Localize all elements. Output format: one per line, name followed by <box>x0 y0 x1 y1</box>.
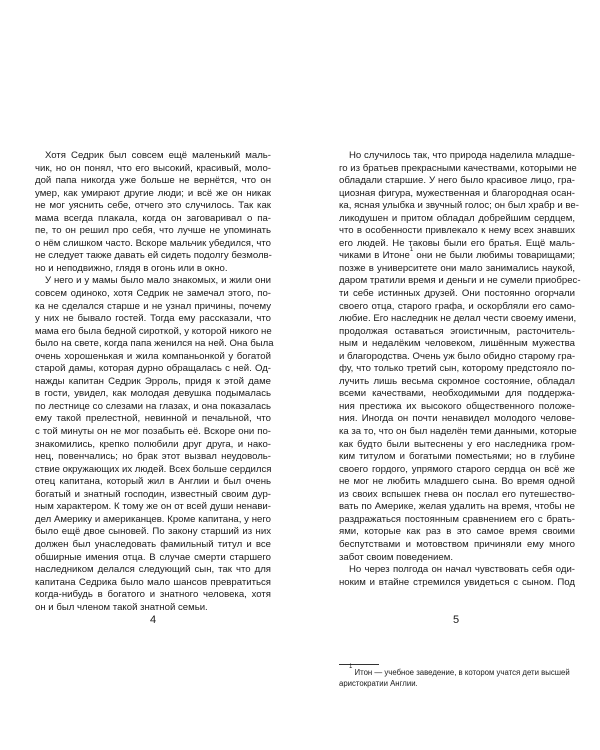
text-line: мама его была бедной сироткой, у которой никого не <box>35 325 272 337</box>
text-line: но и неподвижно, глядя в огонь или в окно. <box>35 262 228 274</box>
text-line: даром тратили время и деньги и не сумели приобрес- <box>339 275 581 287</box>
page-number-right: 5 <box>452 614 460 626</box>
text-line: У него и у мамы было мало знакомых, и жили они <box>45 275 271 287</box>
text-line: го из братьев прекрасными качествами, которыми не <box>339 162 577 174</box>
text-line: Хотя Седрик был совсем ещё маленький маль- <box>45 150 271 161</box>
text-line: богатый и знатный господин, известный своим дур- <box>35 488 271 500</box>
footnote <box>339 664 575 689</box>
text-line: его людей. Не таковы были его братья. Ещё маль- <box>339 237 575 249</box>
text-line: он и был членом такой знатной семьи. <box>35 601 208 613</box>
text-fragment: чиками в Итоне <box>339 250 410 262</box>
text-line: вать по Америке, желая удалить на время, чтобы не <box>339 501 575 513</box>
text-line: ным и недалёким человеком, лишённым мужества <box>339 338 575 350</box>
text-line: очень хорошенькая и жила компаньонкой у богатой <box>35 350 271 362</box>
text-line: капитана Седрика было мало шансов превратиться <box>35 576 271 588</box>
footnote-marker: 1 <box>349 664 353 671</box>
text-line: о нём слишком часто. Вскоре мальчик убедился, что <box>35 237 271 249</box>
text-line: дел Америку и американцев. Кроме капитана, у него <box>35 513 271 525</box>
text-line: в гости, увидел, как молодая девушка подымалась <box>35 388 271 400</box>
text-line: было на свете, когда папа женился на ней. Она была <box>35 338 274 350</box>
text-line: наследником делался следующий сын, так что для <box>35 564 271 576</box>
text-line: раздражаться постоянным сравнением его с брать- <box>339 513 575 525</box>
text-line: должен был унаследовать фамильный титул и все <box>35 538 271 550</box>
text-line: своего гордого, упрямого старого сердца он всё же <box>339 463 575 475</box>
text-line: ти себе истинных друзей. Они постоянно огорчали <box>339 288 575 300</box>
text-line: обширные имения отца. В случае смерти старшего <box>35 551 271 563</box>
text-line: совсем одиноко, хотя Седрик не замечал этого, по- <box>35 288 271 300</box>
text-line: по лестнице со слезами на глазах, и она показалась <box>35 400 271 412</box>
text-line: циозная фигура, мужественная и благородная осан- <box>339 187 575 199</box>
text-line: не мог уяснить себе, отчего это случилось. Так как <box>35 200 271 212</box>
text-line: фу, что только третий сын, которому предстояло по- <box>339 363 575 375</box>
text-line: беспутствами и мотовством причиняли ему много <box>339 538 575 550</box>
text-line: пе, то он решил про себя, что лучше не упоминать <box>35 225 271 237</box>
text-line: ствие окружающих их людей. Всех больше сердился <box>35 463 272 475</box>
text-line: как будто были вытеснены у его наследника гром- <box>339 438 575 450</box>
text-line: когда-нибудь в богатого и знатного человека, хотя <box>35 589 271 601</box>
text-line: нажды капитан Седрик Эрроль, придя к этой даме <box>35 375 271 387</box>
text-line: Но через полгода он начал чувствовать себя оди- <box>349 564 575 576</box>
text-line: не следует также давать ей сидеть подолгу безмолв- <box>35 250 272 262</box>
right-page <box>300 0 600 750</box>
text-line: позже в университете они мало занимались наукой, <box>339 262 575 274</box>
text-fragment: Итон — учебное заведение, в котором учатся дети высшей <box>352 668 570 677</box>
text-line: продолжая оставаться эгоистичным, расточитель- <box>339 325 575 337</box>
right-text-column <box>339 150 581 589</box>
text-line: отец капитана, который жил в Англии и был очень <box>35 476 271 488</box>
text-line: что в особенности привлекало к нему всех знавших <box>339 225 575 237</box>
text-line: у них не бывало гостей. Тогда ему рассказали, что <box>35 313 271 325</box>
footnote-marker: 1 <box>409 247 414 254</box>
text-line: знакомились, крепко полюбили друг друга, и нако- <box>35 438 271 450</box>
text-line: ему такой прелестной, невинной и печальной, что <box>35 413 271 425</box>
text-line: ка, ясная улыбка и звучный голос; он был храбр и ве- <box>339 200 579 212</box>
footnote-divider <box>339 664 379 665</box>
text-line: нец, повенчались; но брак этот вызвал неудоволь- <box>35 451 271 463</box>
text-fragment: они не были любимы товарищами; <box>413 250 575 262</box>
text-line: из своих вспышек гнева он послал его путешество- <box>339 488 575 500</box>
text-line: дой папа никогда уже больше не вернётся, что он <box>35 175 271 187</box>
text-line <box>339 664 575 679</box>
text-line: своего отца, старого графа, и оскорбляли его само- <box>339 300 575 312</box>
text-line: Но случилось так, что природа наделила младше- <box>349 150 575 161</box>
text-line: не мог не любить младшего сына. Во время одной <box>339 476 575 488</box>
text-line <box>339 247 575 263</box>
text-line: ноким и втайне стремился увидеться с сыном. Под <box>339 576 575 588</box>
text-line: ния престижа их высокого общественного положе- <box>339 400 575 412</box>
text-line: и благородства. Очень уж было обидно старому гра- <box>339 350 576 362</box>
text-line: старой дамы, которая дурно обращалась с ней. Од- <box>35 363 271 375</box>
text-line: всеми качествами, необходимыми для поддержа- <box>339 388 575 400</box>
text-line: умер, как умирают другие люди; и всё же он никак <box>35 187 271 199</box>
text-line: ным характером. К тому же он от всей души ненави- <box>35 501 271 513</box>
page-number-left: 4 <box>149 614 157 626</box>
text-line: ким титулом и богатыми поместьями; но в глубине <box>339 451 575 463</box>
text-line: мама всегда плакала, когда он заговаривал о па- <box>35 212 271 224</box>
text-line: ния. Иногда он почти ненавидел молодого челове- <box>339 413 575 425</box>
text-line: лучить лишь весьма скромное состояние, обладал <box>339 375 575 387</box>
text-line: было ещё двое сыновей. По закону старший из них <box>35 526 271 538</box>
text-line: обладали старшие. У него было красивое лицо, гра- <box>339 175 575 187</box>
text-line: забот своим поведением. <box>339 551 453 563</box>
text-line: аристократии Англии. <box>339 678 418 688</box>
text-line: ка за то, что он был наделён теми данными, которые <box>339 426 577 438</box>
left-text-column <box>35 150 274 614</box>
text-line: ями, которые как раз в это самое время своими <box>339 526 575 538</box>
text-line: ликодушен и притом обладал добрейшим сердцем, <box>339 212 575 224</box>
text-line: любие. Его наследник не делал чести своему имени, <box>339 313 577 325</box>
text-line: ка не сделался старше и не узнал причины, почему <box>35 300 271 312</box>
text-line: чик, но он понял, что его высокий, красивый, моло- <box>35 162 271 174</box>
text-line: с той минуты он не мог позабыть её. Вскоре они по- <box>35 426 271 438</box>
